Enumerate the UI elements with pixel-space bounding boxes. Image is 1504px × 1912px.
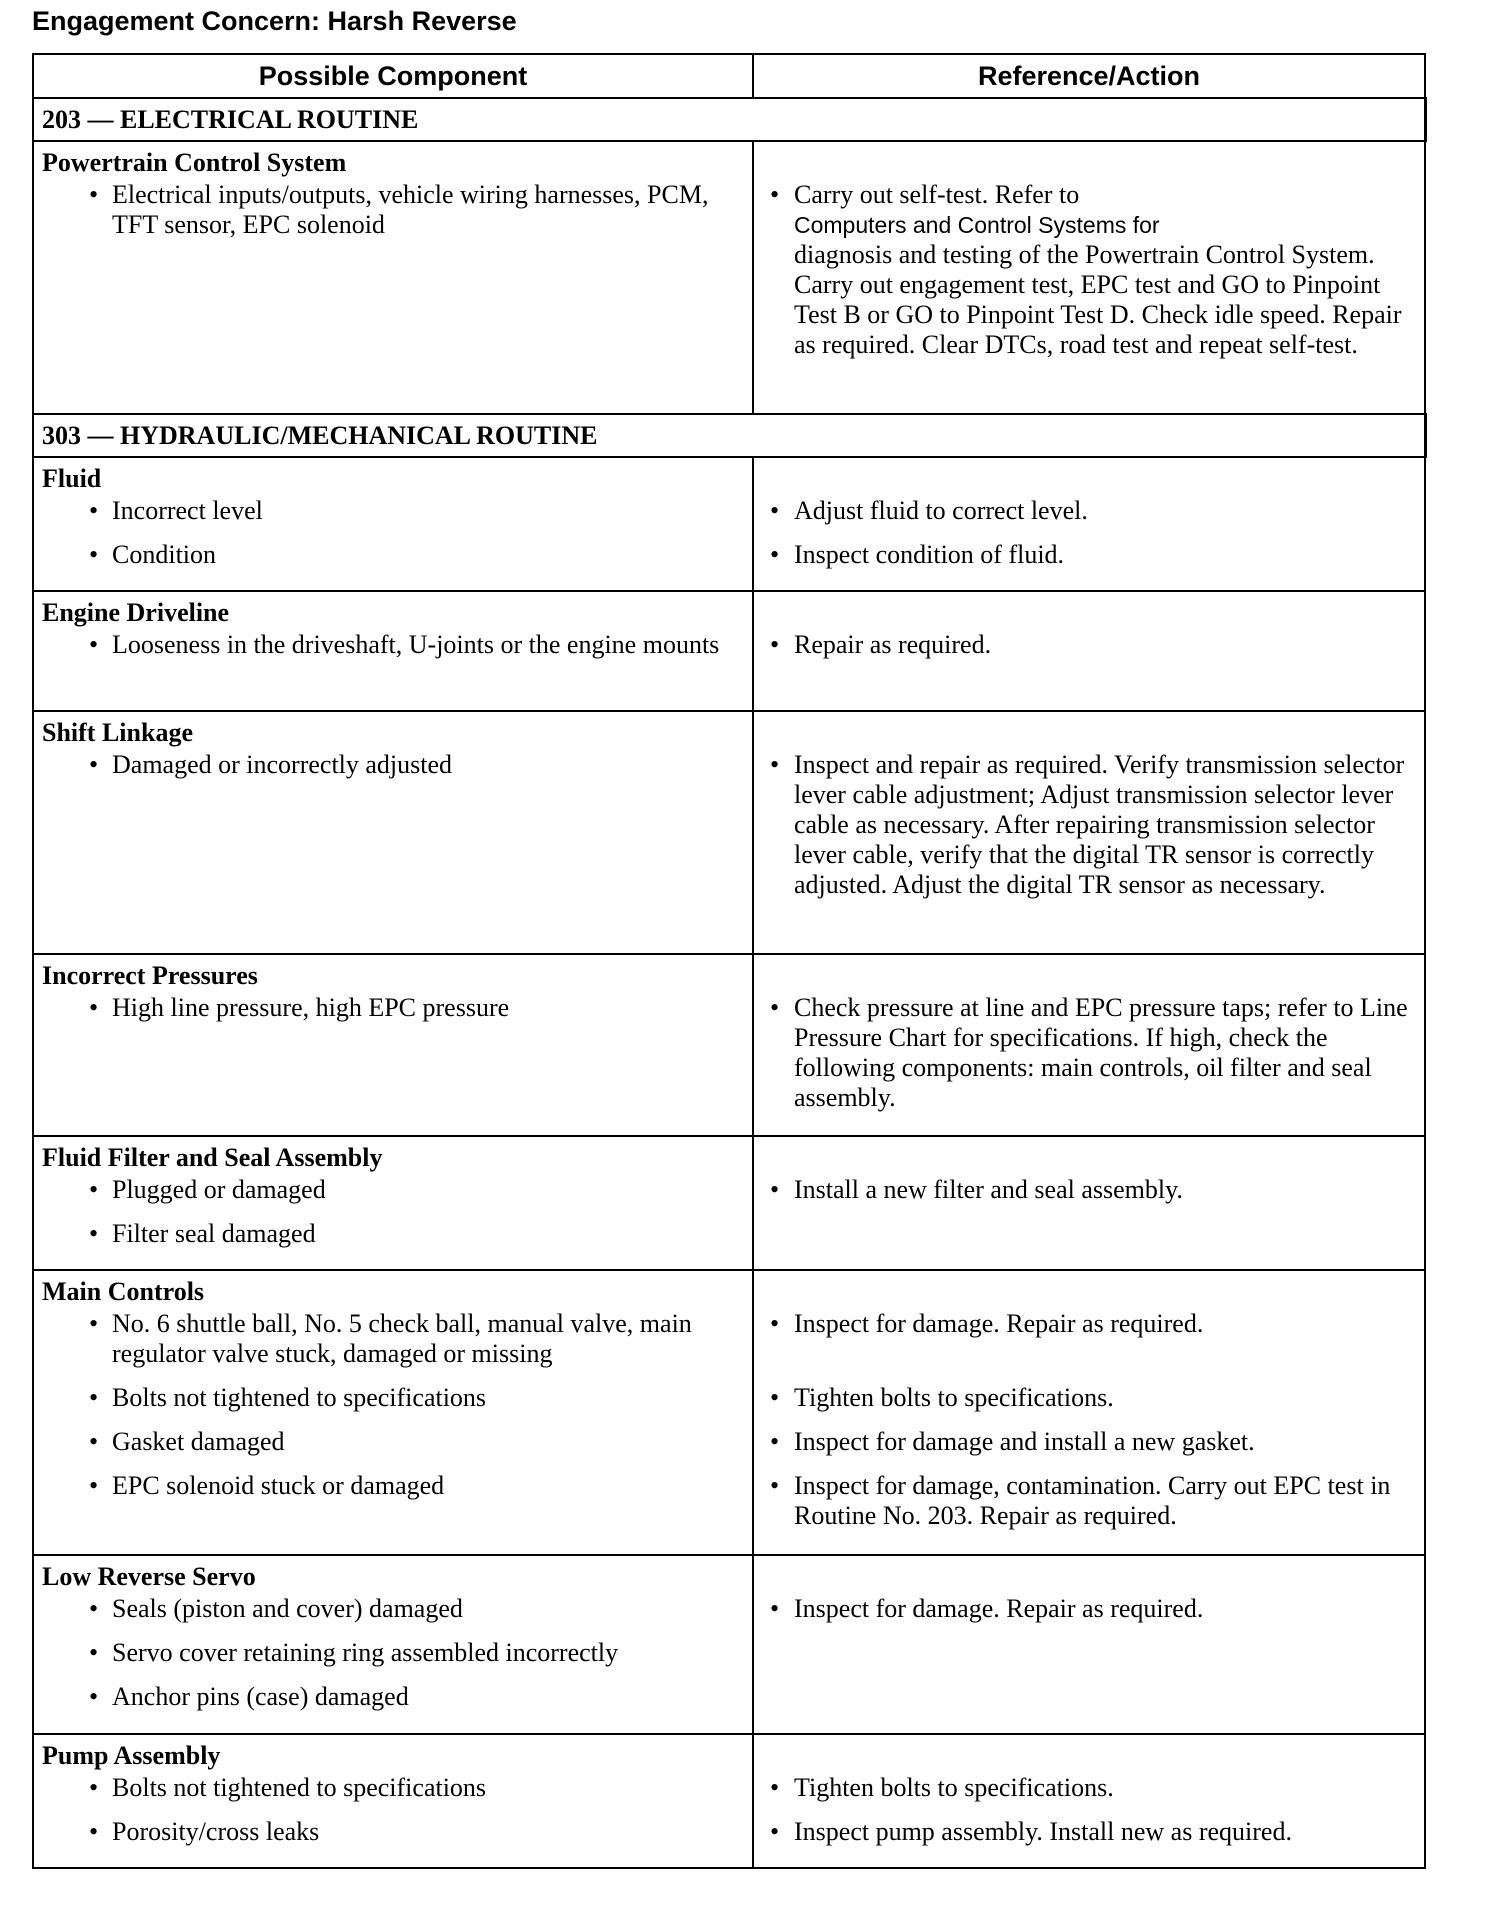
component-cell: [33, 591, 753, 711]
category-title: Main Controls: [42, 1277, 205, 1306]
action-cell: [753, 1136, 1425, 1270]
action-item: • Inspect for damage. Repair as required.: [754, 1309, 1424, 1339]
component-item: • Servo cover retaining ring assembled incorrectly: [34, 1638, 752, 1668]
column-header-action: Reference/Action: [753, 54, 1425, 98]
component-item: • Filter seal damaged: [34, 1219, 752, 1249]
table-row: [33, 1270, 1425, 1555]
component-item: • High line pressure, high EPC pressure: [34, 993, 752, 1023]
component-item: • EPC solenoid stuck or damaged: [34, 1471, 752, 1501]
component-item: • Plugged or damaged: [34, 1175, 752, 1205]
action-cell: [753, 457, 1425, 591]
routine-row-303: [33, 414, 1425, 457]
component-item: • Porosity/cross leaks: [34, 1817, 752, 1847]
action-item: • Inspect for damage and install a new gasket.: [754, 1427, 1424, 1457]
component-item: • Anchor pins (case) damaged: [34, 1682, 752, 1712]
component-item: • Condition: [34, 540, 752, 570]
action-item: • Inspect and repair as required. Verify transmission selector lever cable adjustment; Adjust transmission selector lever cable as necessary. After repairing transmission selector lever cable, verify that the digital TR sensor is correctly adjusted. Adjust the digital TR sensor as necessary.: [754, 750, 1424, 900]
action-cell: [753, 1734, 1425, 1868]
action-text: Carry out self-test. Refer to: [794, 180, 1080, 209]
component-cell: [33, 457, 753, 591]
routine-row-203: [33, 98, 1425, 141]
category-title: Fluid Filter and Seal Assembly: [42, 1143, 383, 1172]
table-row: [33, 141, 1425, 414]
component-item: • Gasket damaged: [34, 1427, 752, 1457]
component-item: • Bolts not tightened to specifications: [34, 1383, 752, 1413]
action-item: • Inspect condition of fluid.: [754, 540, 1424, 570]
header-row: [33, 54, 1425, 98]
component-cell: [33, 1734, 753, 1868]
action-cell: [753, 1555, 1425, 1734]
component-cell: [33, 1555, 753, 1734]
action-cell: [753, 1270, 1425, 1555]
component-cell: [33, 141, 753, 414]
action-item: • Tighten bolts to specifications.: [754, 1773, 1424, 1803]
action-item: • Tighten bolts to specifications.: [754, 1383, 1424, 1413]
component-cell: [33, 954, 753, 1136]
component-item: • Seals (piston and cover) damaged: [34, 1594, 752, 1624]
table-row: [33, 1555, 1425, 1734]
action-text: diagnosis and testing of the Powertrain Control System. Carry out engagement test, EPC test and GO to Pinpoint Test B or GO to Pinpoint Test D. Check idle speed. Repair as required. Clear DTCs, road test and repeat self-test.: [794, 240, 1402, 359]
table-row: [33, 1136, 1425, 1270]
routine-label: 303 — HYDRAULIC/MECHANICAL ROUTINE: [33, 414, 1425, 457]
component-item: • No. 6 shuttle ball, No. 5 check ball, manual valve, main regulator valve stuck, damaged or missing: [34, 1309, 752, 1369]
table-row: [33, 954, 1425, 1136]
component-cell: [33, 1270, 753, 1555]
table-row: [33, 457, 1425, 591]
action-cell: [753, 591, 1425, 711]
page-title: Engagement Concern: Harsh Reverse: [32, 6, 517, 36]
category-title: Powertrain Control System: [42, 148, 347, 177]
column-header-component: Possible Component: [33, 54, 753, 98]
action-item: • Inspect pump assembly. Install new as required.: [754, 1817, 1424, 1847]
table-row: [33, 711, 1425, 954]
component-item: • Looseness in the driveshaft, U-joints or the engine mounts: [34, 630, 752, 660]
action-item: • Install a new filter and seal assembly.: [754, 1175, 1424, 1205]
table-row: [33, 591, 1425, 711]
component-item: • Bolts not tightened to specifications: [34, 1773, 752, 1803]
category-title: Incorrect Pressures: [42, 961, 258, 990]
action-item: • Repair as required.: [754, 630, 1424, 660]
component-item: • Electrical inputs/outputs, vehicle wiring harnesses, PCM, TFT sensor, EPC solenoid: [34, 180, 752, 240]
action-item: • Inspect for damage, contamination. Carry out EPC test in Routine No. 203. Repair as required.: [754, 1471, 1424, 1531]
action-cell: [753, 141, 1425, 414]
action-cell: [753, 711, 1425, 954]
action-cell: [753, 954, 1425, 1136]
component-cell: [33, 711, 753, 954]
concern-table: [32, 53, 1427, 1869]
action-item: [754, 180, 1424, 360]
routine-label: 203 — ELECTRICAL ROUTINE: [33, 98, 1425, 141]
category-title: Pump Assembly: [42, 1741, 221, 1770]
category-title: Fluid: [42, 464, 102, 493]
component-item: • Incorrect level: [34, 496, 752, 526]
category-title: Shift Linkage: [42, 718, 193, 747]
category-title: Low Reverse Servo: [42, 1562, 256, 1591]
manual-reference: Computers and Control Systems for: [794, 212, 1160, 238]
category-title: Engine Driveline: [42, 598, 230, 627]
component-cell: [33, 1136, 753, 1270]
action-item: • Adjust fluid to correct level.: [754, 496, 1424, 526]
table-row: [33, 1734, 1425, 1868]
action-item: • Inspect for damage. Repair as required.: [754, 1594, 1424, 1624]
component-item: • Damaged or incorrectly adjusted: [34, 750, 752, 780]
action-item: • Check pressure at line and EPC pressure taps; refer to Line Pressure Chart for specifications. If high, check the following components: main controls, oil filter and seal assembly.: [754, 993, 1424, 1113]
